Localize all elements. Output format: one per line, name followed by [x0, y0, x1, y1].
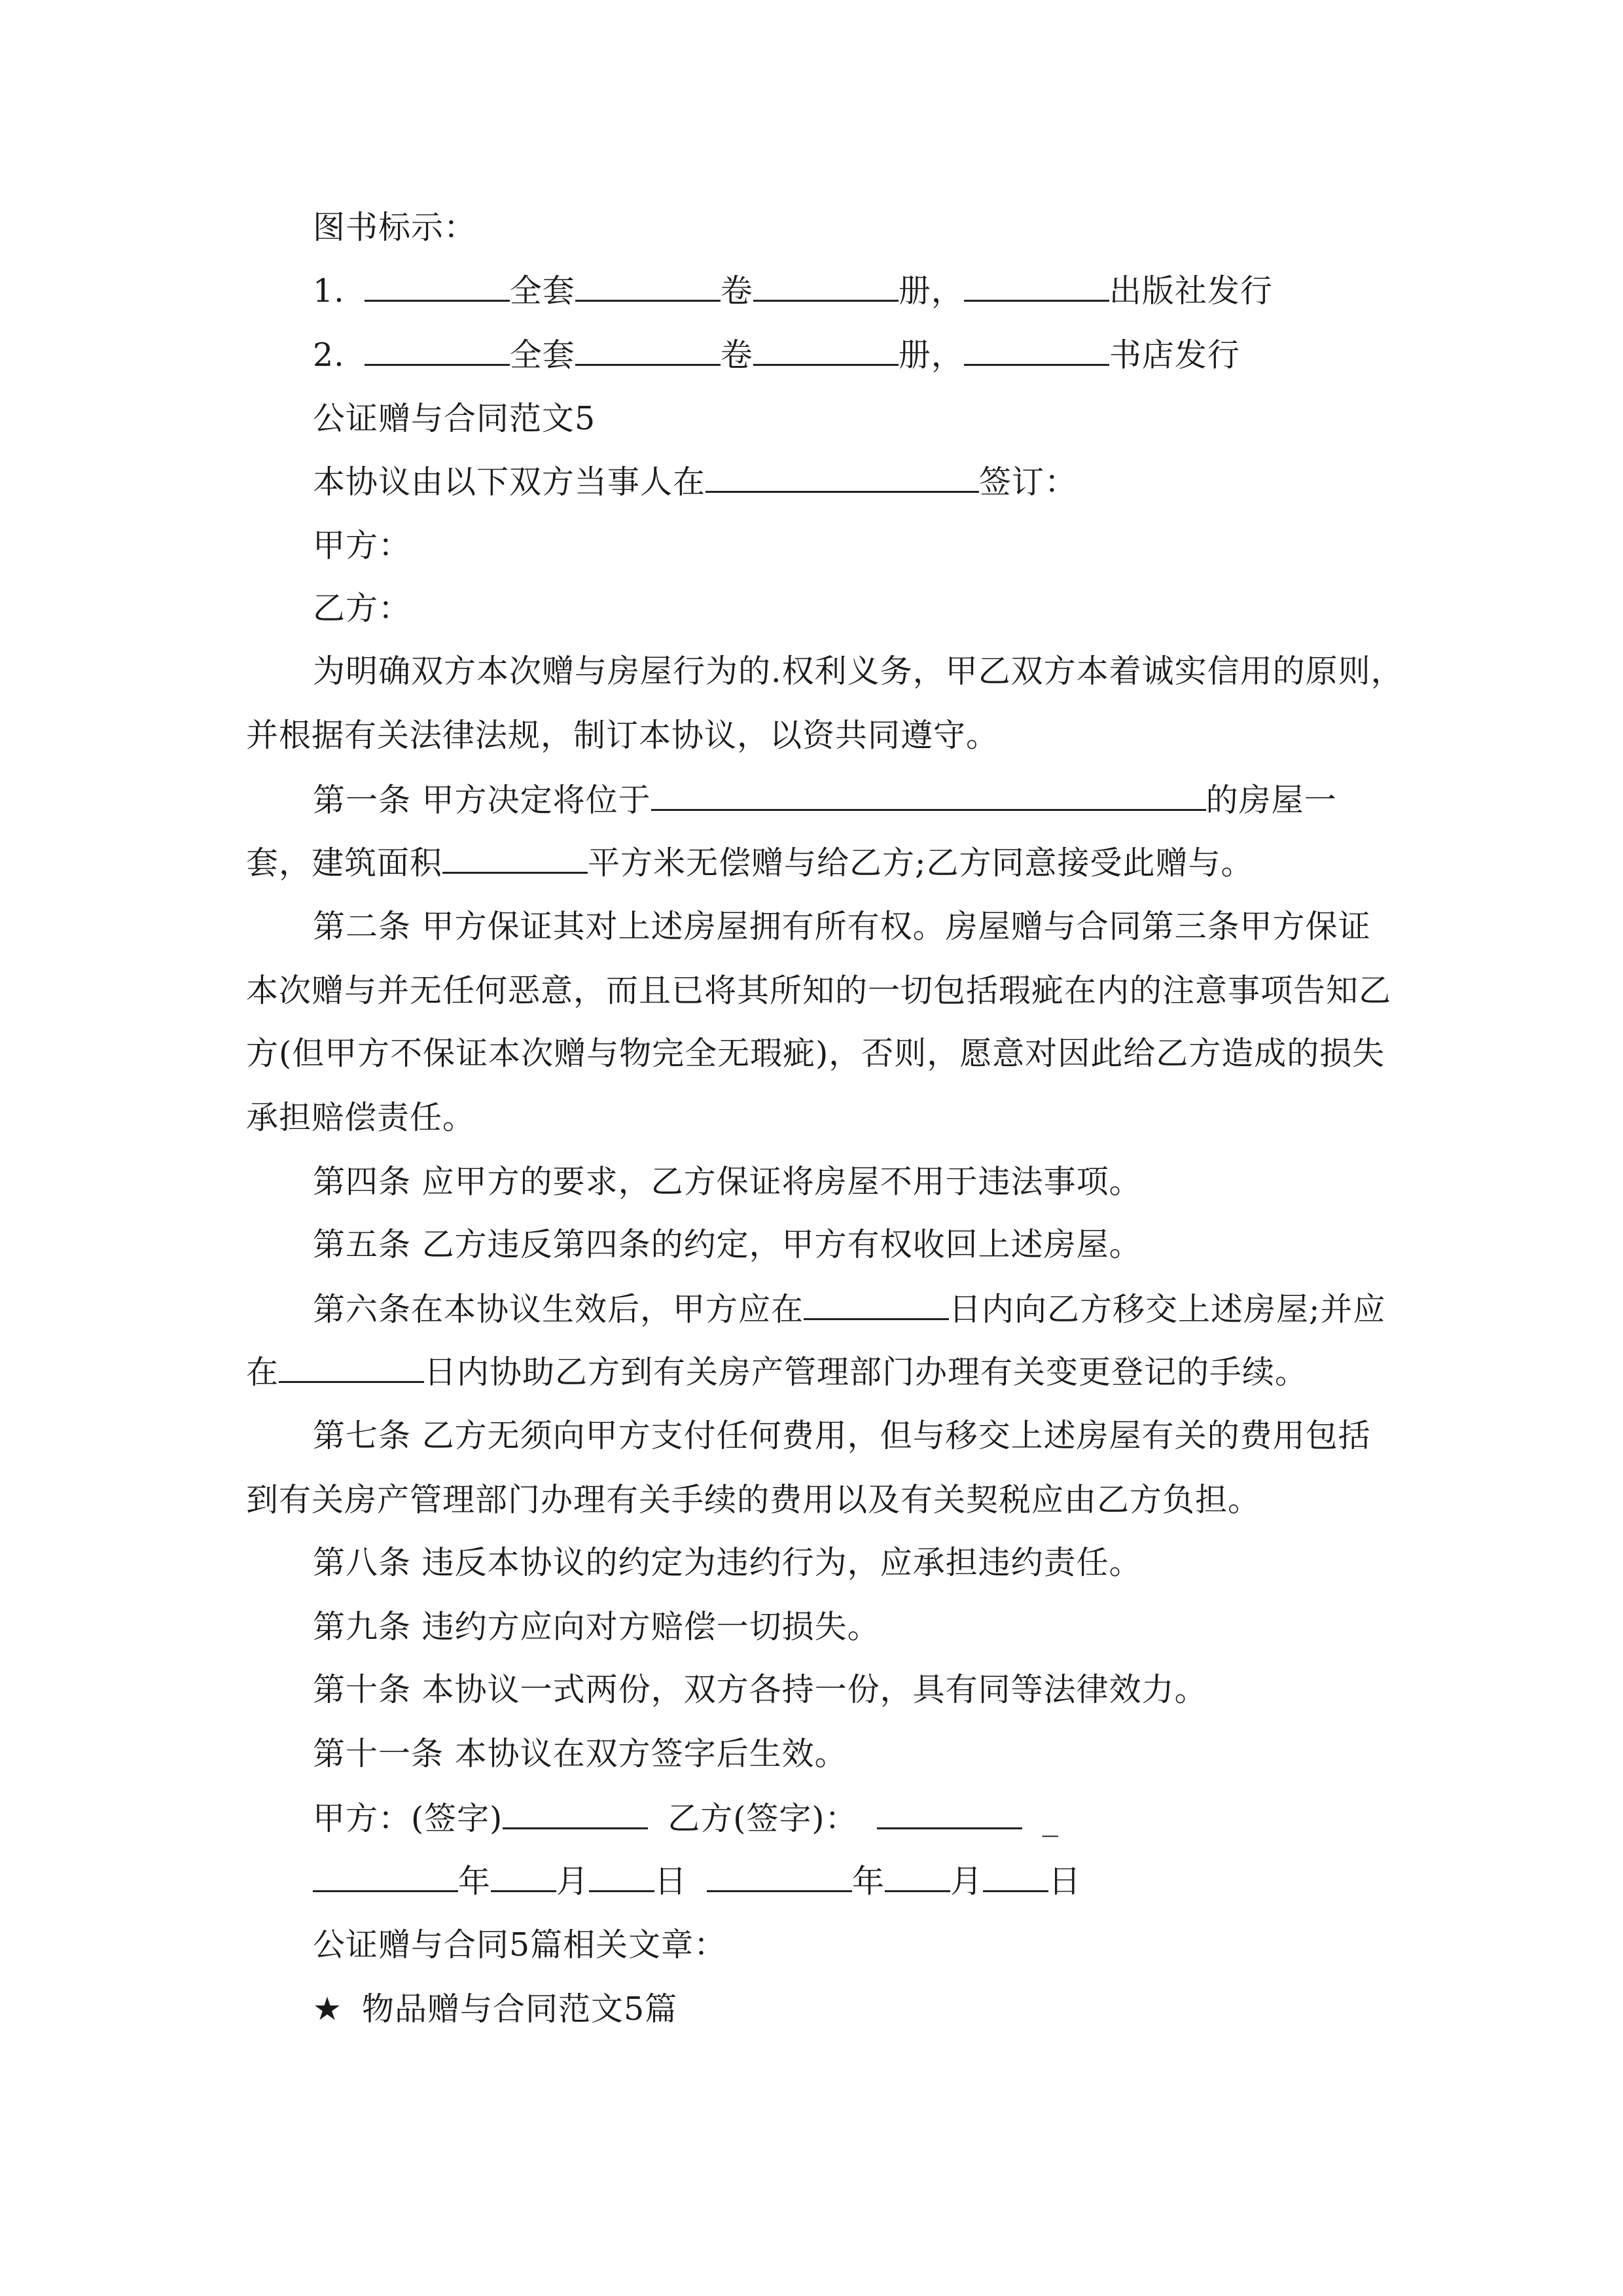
- article-2-line-2: 本次赠与并无任何恶意，而且已将其所知的一切包括瑕疵在内的注意事项告知乙: [246, 972, 1392, 1009]
- related-articles-heading: 公证赠与合同5篇相关文章：: [313, 1926, 727, 1964]
- blank-field: [365, 335, 510, 366]
- article-8: 第八条 违反本协议的约定为违约行为，应承担违约责任。: [313, 1544, 1142, 1581]
- article-9: 第九条 违约方应向对方赔偿一切损失。: [313, 1608, 880, 1645]
- blank-field: [279, 1352, 424, 1383]
- blank-field: [964, 271, 1109, 302]
- article-7-line-1: 第七条 乙方无须向甲方支付任何费用，但与移交上述房屋有关的费用包括: [313, 1417, 1371, 1454]
- purpose-paragraph-line-2: 并根据有关法律法规，制订本协议，以资共同遵守。: [246, 717, 999, 754]
- blank-field: [885, 1861, 950, 1892]
- blank-field: [589, 1861, 654, 1892]
- blank-field: [651, 780, 1206, 811]
- article-1-line-2: 套，建筑面积 平方米无偿赠与给乙方;乙方同意接受此赠与。: [246, 844, 1254, 882]
- article-11: 第十一条 本协议在双方签字后生效。: [313, 1735, 847, 1772]
- blank-field: [575, 335, 721, 366]
- blank-field: [575, 271, 721, 302]
- blank-field: [442, 843, 588, 874]
- party-b-line: 乙方：: [313, 590, 412, 627]
- purpose-paragraph-line-1: 为明确双方本次赠与房屋行为的.权利义务，甲乙双方本着诚实信用的原则，: [313, 653, 1404, 690]
- blank-field: [705, 462, 979, 493]
- book-label-heading: 图书标示：: [313, 209, 477, 246]
- related-article-item[interactable]: [313, 1990, 677, 2029]
- blank-field: [983, 1861, 1048, 1892]
- blank-field: [753, 335, 899, 366]
- book-line-1: 1. 全套 卷 册， 出版社发行: [313, 272, 1273, 310]
- article-4: 第四条 应甲方的要求，乙方保证将房屋不用于违法事项。: [313, 1163, 1142, 1200]
- blank-field: [877, 1799, 1022, 1829]
- blank-field: [804, 1289, 949, 1320]
- blank-field: [313, 1861, 458, 1892]
- date-line: 年 月 日 年 月 日: [313, 1861, 1081, 1901]
- signature-line: 甲方：(签字) 乙方(签字)： _: [313, 1800, 1059, 1837]
- blank-field: [491, 1861, 556, 1892]
- blank-field: [365, 271, 510, 302]
- book-line-2: 2. 全套 卷 册， 书店发行: [313, 336, 1240, 374]
- related-article-link[interactable]: 物品赠与合同范文5篇: [361, 1990, 678, 2028]
- article-2-line-3: 方(但甲方不保证本次赠与物完全无瑕疵)，否则，愿意对因此给乙方造成的损失: [246, 1035, 1385, 1072]
- blank-field: [503, 1799, 648, 1829]
- article-2-line-4: 承担赔偿责任。: [246, 1099, 476, 1136]
- article-2-line-1: 第二条 甲方保证其对上述房屋拥有所有权。房屋赠与合同第三条甲方保证: [313, 908, 1371, 945]
- blank-field: [964, 335, 1109, 366]
- section-title: 公证赠与合同范文5: [313, 400, 596, 437]
- blank-field: [753, 271, 899, 302]
- article-6-line-2: 在 日内协助乙方到有关房产管理部门办理有关变更登记的手续。: [246, 1354, 1308, 1391]
- article-6-line-1: 第六条在本协议生效后，甲方应在 日内向乙方移交上述房屋;并应: [313, 1291, 1386, 1328]
- blank-field: [707, 1861, 852, 1892]
- party-a-line: 甲方：: [313, 527, 412, 564]
- article-7-line-2: 到有关房产管理部门办理有关手续的费用以及有关契税应由乙方负担。: [246, 1481, 1261, 1518]
- article-10: 第十条 本协议一式两份，双方各持一份，具有同等法律效力。: [313, 1671, 1207, 1708]
- star-icon: ★: [313, 1990, 342, 2028]
- article-5: 第五条 乙方违反第四条的约定，甲方有权收回上述房屋。: [313, 1226, 1142, 1263]
- intro-line: 本协议由以下双方当事人在 签订：: [313, 463, 1078, 501]
- article-1-line-1: 第一条 甲方决定将位于 的房屋一: [313, 781, 1337, 819]
